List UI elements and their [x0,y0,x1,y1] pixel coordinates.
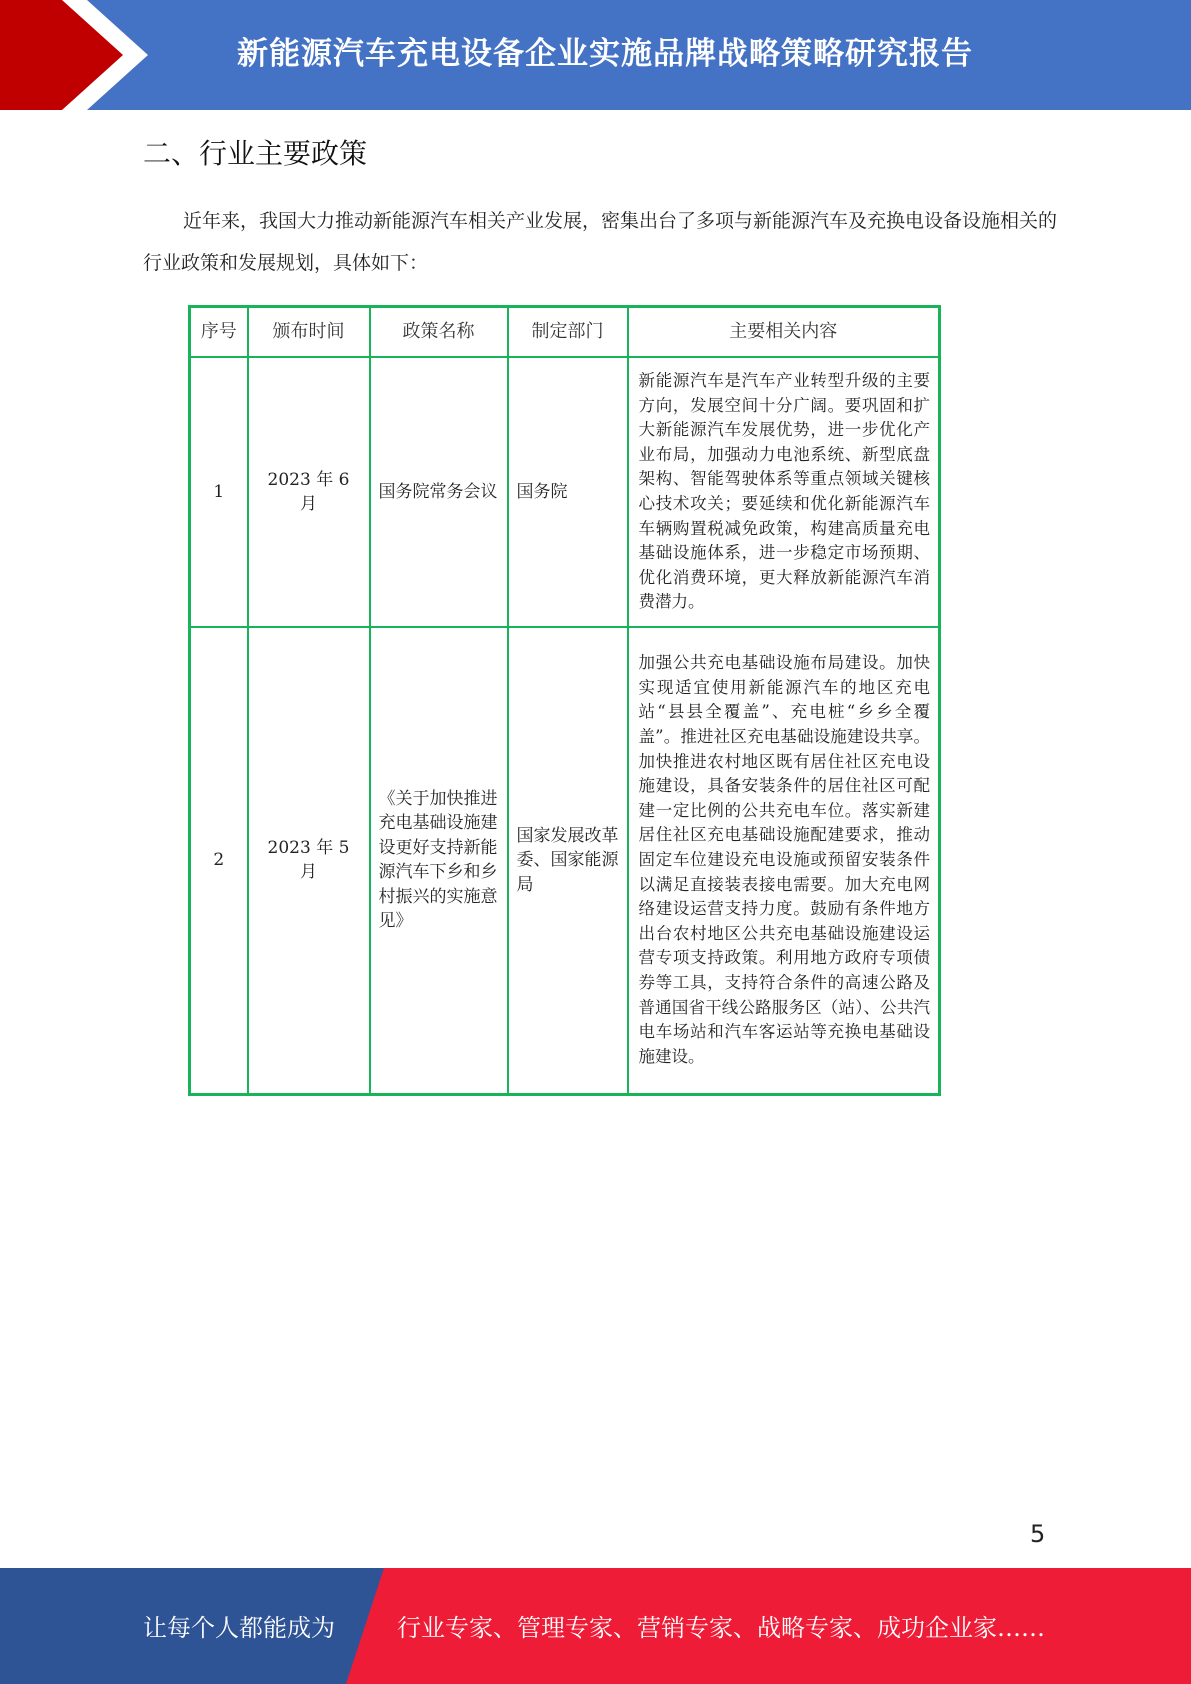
header-index: 序号 [190,307,248,358]
footer-slogan-right: 行业专家、管理专家、营销专家、战略专家、成功企业家…… [397,1614,1045,1642]
header-department: 制定部门 [508,307,628,358]
header-content: 主要相关内容 [628,307,940,358]
row-department: 国家发展改革委、国家能源局 [508,627,628,1094]
intro-paragraph: 近年来，我国大力推动新能源汽车相关产业发展，密集出台了多项与新能源汽车及充换电设备设施相关的行业政策和发展规划，具体如下： [143,210,1058,274]
report-title: 新能源汽车充电设备企业实施品牌战略策略研究报告 [237,36,973,72]
row-policy-name: 国务院常务会议 [370,357,508,627]
page-number: 5 [1030,1520,1046,1548]
table-row [190,357,940,627]
row-index: 2 [190,627,248,1094]
page-footer [0,1568,1191,1684]
section-heading: 二、行业主要政策 [143,137,368,170]
header-policy-name: 政策名称 [370,307,508,358]
table-row [190,627,940,1094]
policy-table [188,305,941,1096]
row-content: 加强公共充电基础设施布局建设。加快实现适宜使用新能源汽车的地区充电站“县县全覆盖”、充电桩“乡乡全覆盖”。推进社区充电基础设施建设共享。加快推进农村地区既有居住社区充电设施建设，具备安装条件的居住社区可配建一定比例的公共充电车位。落实新建居住社区充电基础设施配建要求，推动固定车位建设充电设施或预留安装条件以满足直接装表接电需要。加大充电网络建设运营支持力度。鼓励有条件地方出台农村地区公共充电基础设施建设运营专项支持政策。利用地方政府专项债券等工具，支持符合条件的高速公路及普通国省干线公路服务区（站）、公共汽电车场站和汽车客运站等充换电基础设施建设。 [628,627,940,1094]
row-department: 国务院 [508,357,628,627]
row-date: 2023 年 6 月 [248,357,370,627]
header-date: 颁布时间 [248,307,370,358]
footer-slogan-left: 让每个人都能成为 [143,1614,335,1642]
row-content: 新能源汽车是汽车产业转型升级的主要方向，发展空间十分广阔。要巩固和扩大新能源汽车发展优势，进一步优化产业布局，加强动力电池系统、新型底盘架构、智能驾驶体系等重点领域关键核心技术攻关；要延续和优化新能源汽车车辆购置税减免政策，构建高质量充电基础设施体系，进一步稳定市场预期、优化消费环境，更大释放新能源汽车消费潜力。 [628,357,940,627]
table-header-row [190,307,940,358]
row-index: 1 [190,357,248,627]
row-policy-name: 《关于加快推进充电基础设施建设更好支持新能源汽车下乡和乡村振兴的实施意见》 [370,627,508,1094]
page-header [0,0,1191,110]
row-date: 2023 年 5 月 [248,627,370,1094]
